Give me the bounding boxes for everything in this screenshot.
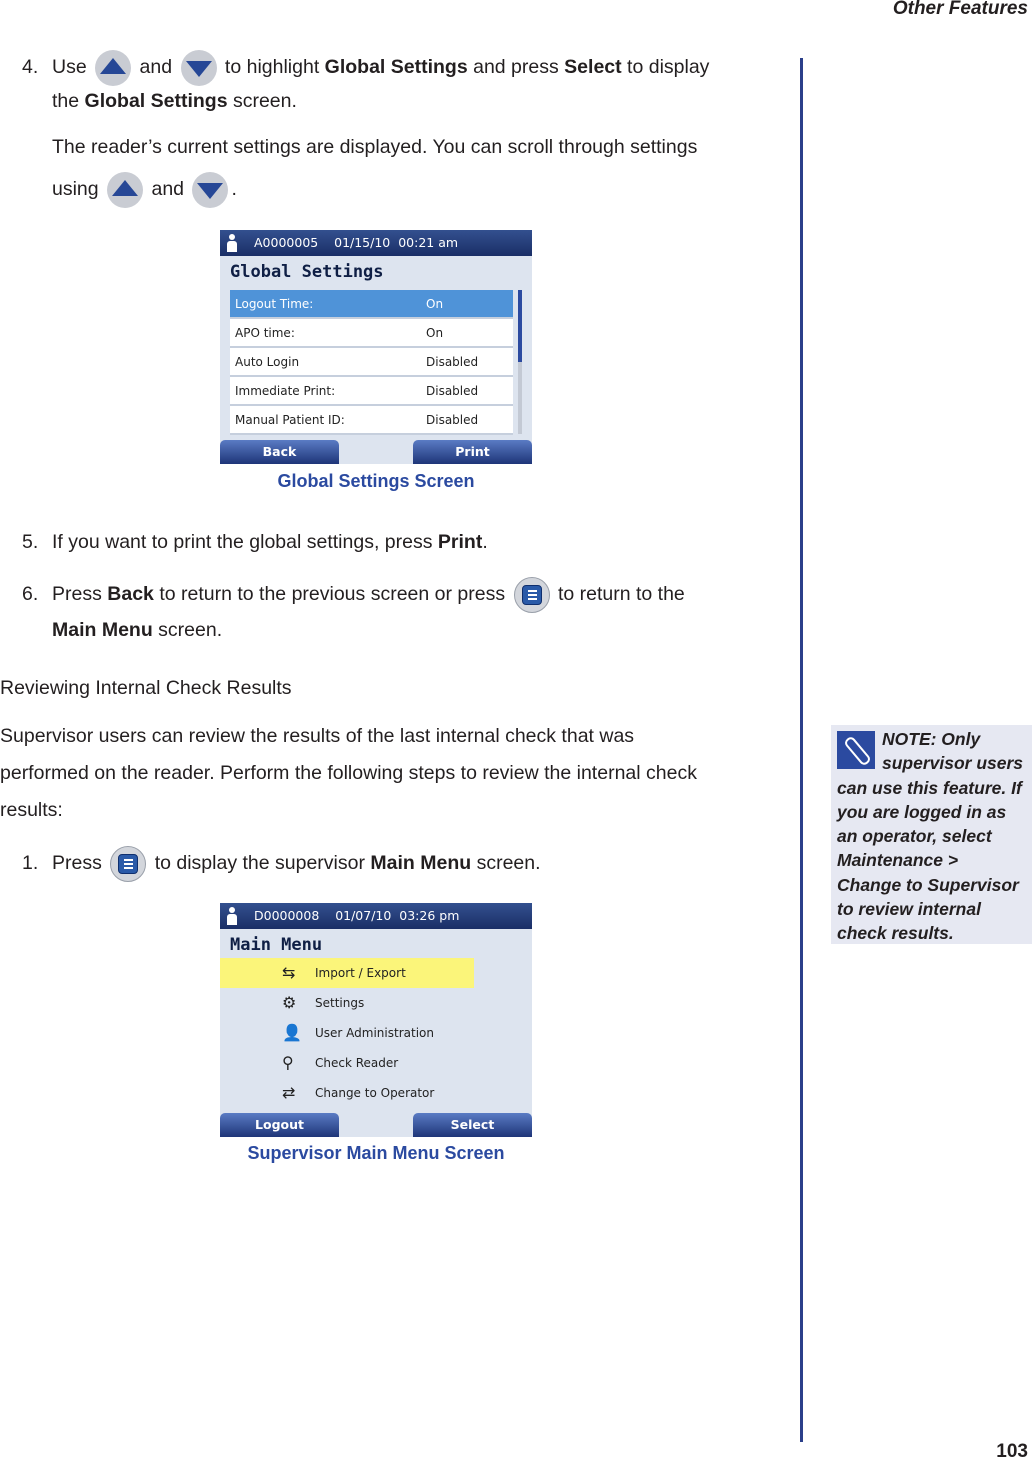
text: to display the supervisor [154,852,365,875]
note-line: can use this feature. If [837,778,1022,798]
step-1 [22,846,541,882]
text: to display [627,56,710,79]
section-heading: Reviewing Internal Check Results [0,677,292,699]
menu-item-label: User Administration [315,1026,434,1040]
note-line: to review internal [837,899,981,919]
bold-term: Print [437,531,483,553]
text: . [482,531,488,553]
note-line: NOTE: Only [882,729,981,749]
down-arrow-icon [181,50,217,86]
step-number: 6. [22,583,39,606]
screen-title: Main Menu [230,935,323,955]
scrollbar-thumb[interactable] [518,290,522,362]
text: to return to the previous screen or press [159,583,506,606]
step-number: 5. [22,531,39,553]
bold-term: Global Settings [84,90,228,112]
section-title: Other Features [892,0,1028,19]
bold-term: Back [107,583,154,606]
change-user-icon: ⇄ [282,1083,296,1102]
note-line: Maintenance > [837,850,959,870]
text: Press [52,583,102,606]
menu-item-label: Settings [315,996,365,1010]
note-line: you are logged in as [837,802,1007,822]
id-datetime: A0000005 01/15/10 00:21 am [254,235,459,250]
step-6-line-1 [22,577,685,613]
note-line: supervisor users [882,753,1024,773]
menu-item-change-to-operator[interactable] [220,1078,474,1108]
import-export-icon: ⇆ [282,963,296,982]
step-4-line-1 [22,50,709,86]
bold-term: Select [564,56,622,79]
menu-item-settings[interactable] [220,988,474,1018]
paperclip-icon [837,731,875,769]
settings-row[interactable]: Immediate Print: Disabled [230,377,513,406]
menu-item-import-export[interactable] [220,958,474,988]
magnifier-icon: ⚲ [282,1053,294,1072]
text: to return to the [557,583,685,606]
figure-caption: Supervisor Main Menu Screen [247,1143,505,1163]
step-6-line-2 [52,618,222,642]
step-4-para-line-1: The reader’s current settings are displayed. You can scroll through settings [52,136,698,158]
supervisor-icon [227,907,237,925]
step-5 [22,530,488,554]
text: the [52,90,80,112]
text: Press [52,852,102,875]
note-line: check results. [837,923,954,943]
select-button[interactable]: Select [413,1113,532,1137]
note-line: an operator, select [837,826,992,846]
menu-item-user-administration[interactable] [220,1018,474,1048]
step-number: 4. [22,56,39,79]
figure-caption: Global Settings Screen [277,471,475,491]
text: and press [473,56,559,79]
section-para-line: performed on the reader. Perform the following steps to review the internal check [0,762,697,784]
text: using [52,178,99,201]
settings-row[interactable]: Auto Login Disabled [230,348,513,377]
text: Use [52,56,87,79]
bold-term: Main Menu [370,852,472,875]
text: and [151,178,185,201]
screen-titlebar [220,230,532,256]
section-para-line: Supervisor users can review the results of the last internal check that was [0,725,635,747]
global-settings-screen [220,230,532,464]
up-arrow-icon [95,50,131,86]
user-icon [227,234,237,252]
up-arrow-icon [107,172,143,208]
down-arrow-icon [192,172,228,208]
section-para-line: results: [0,799,63,821]
logout-button[interactable]: Logout [220,1113,339,1137]
main-menu-screen [220,903,532,1137]
text: to highlight [224,56,320,79]
menu-item-label: Import / Export [315,966,406,980]
id-datetime: D0000008 01/07/10 03:26 pm [254,908,460,923]
step-4-para-line-2 [52,172,237,208]
bold-term: Main Menu [52,619,153,641]
text: screen. [158,619,223,641]
step-number: 1. [22,852,39,875]
settings-row[interactable]: Logout Time: On [230,290,513,319]
settings-icon: ⚙ [282,993,297,1012]
menu-item-label: Change to Operator [315,1086,435,1100]
back-button[interactable]: Back [220,440,339,464]
print-button[interactable]: Print [413,440,532,464]
vertical-divider [800,58,803,1442]
step-4-line-2 [52,89,297,113]
screen-titlebar [220,903,532,929]
settings-row[interactable]: APO time: On [230,319,513,348]
user-admin-icon: 👤 [282,1023,302,1042]
settings-row[interactable]: Manual Patient ID: Disabled [230,406,513,435]
screen-title: Global Settings [230,262,384,282]
page-number: 103 [996,1441,1028,1462]
text: . [231,178,237,201]
text: screen. [232,90,297,112]
menu-item-check-reader[interactable] [220,1048,474,1078]
main-menu-icon [110,846,146,882]
note-line: Change to Supervisor [837,875,1019,895]
text: screen. [476,852,541,875]
note-box [831,725,1032,944]
main-menu-icon [514,577,550,613]
bold-term: Global Settings [324,56,468,79]
menu-item-label: Check Reader [315,1056,399,1070]
text: and [139,56,173,79]
text: If you want to print the global settings, press [52,531,438,553]
